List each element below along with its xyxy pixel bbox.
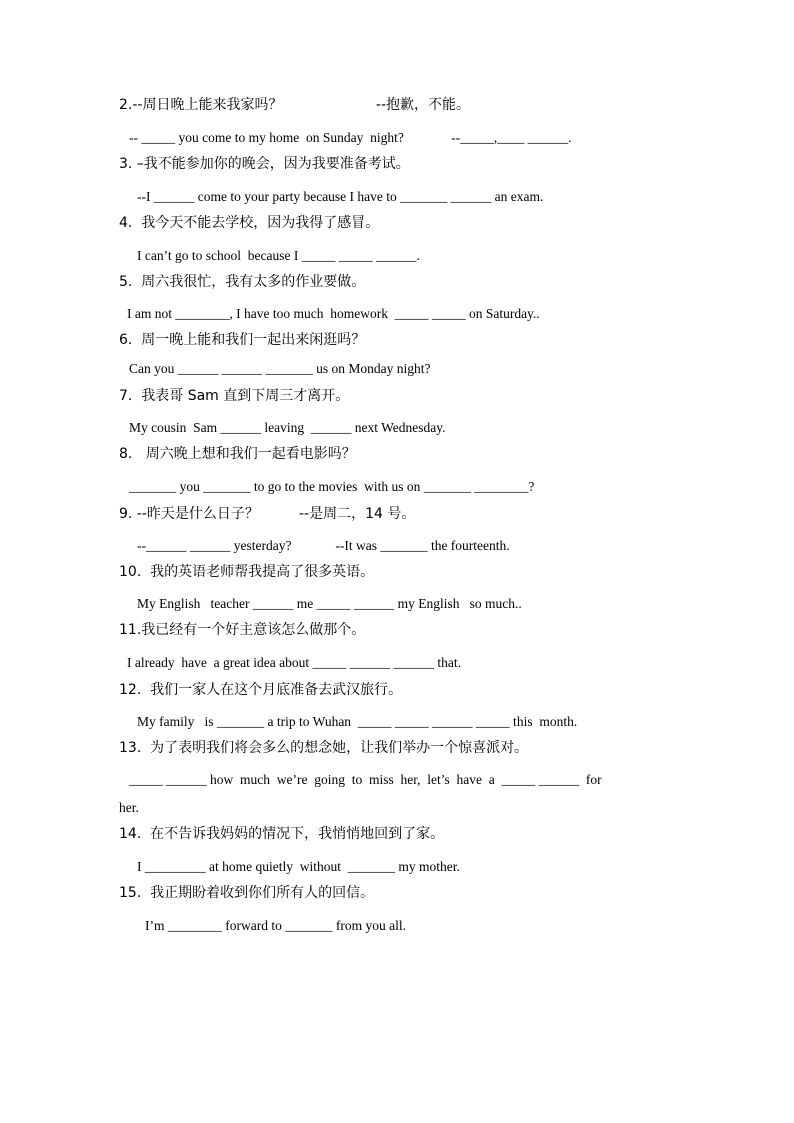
- item-13-english-continued: her.: [119, 800, 139, 815]
- item-3-chinese: 3. –我不能参加你的晚会，因为我要准备考试。: [119, 156, 410, 172]
- item-2-chinese: 2.--周日晚上能来我家吗？ --抱歉，不能。: [119, 97, 471, 113]
- item-7-english: My cousin Sam ______ leaving ______ next Wednesday.: [129, 420, 446, 435]
- item-4-chinese: 4. 我今天不能去学校，因为我得了感冒。: [119, 215, 380, 231]
- item-7-chinese: 7. 我表哥 Sam 直到下周三才离开。: [119, 388, 350, 404]
- item-6-english: Can you ______ ______ _______ us on Monday night?: [129, 361, 431, 376]
- item-9-english: --______ ______ yesterday? --It was _______ the fourteenth.: [137, 538, 510, 553]
- item-8-chinese: 8. 周六晚上想和我们一起看电影吗？: [119, 446, 356, 462]
- item-11-chinese: 11.我已经有一个好主意该怎么做那个。: [119, 622, 366, 638]
- item-14-chinese: 14. 在不告诉我妈妈的情况下，我悄悄地回到了家。: [119, 826, 445, 842]
- item-4-english: I can’t go to school because I _____ _____ ______.: [137, 248, 420, 263]
- item-6-chinese: 6. 周一晚上能和我们一起出来闲逛吗？: [119, 332, 366, 348]
- item-10-chinese: 10. 我的英语老师帮我提高了很多英语。: [119, 564, 375, 580]
- item-15-english: I’m ________ forward to _______ from you all.: [145, 918, 406, 933]
- item-13-chinese: 13. 为了表明我们将会多么的想念她，让我们举办一个惊喜派对。: [119, 740, 529, 756]
- item-12-chinese: 12. 我们一家人在这个月底准备去武汉旅行。: [119, 682, 403, 698]
- item-8-english: _______ you _______ to go to the movies with us on _______ ________?: [129, 479, 535, 494]
- item-3-english: --I ______ come to your party because I have to _______ ______ an exam.: [137, 189, 544, 204]
- item-13-english: _____ ______ how much we’re going to miss her, let’s have a _____ ______ for: [129, 772, 602, 787]
- item-2-english: -- _____ you come to my home on Sunday night? --_____,____ ______.: [129, 130, 572, 145]
- item-5-english: I am not ________, I have too much homework _____ _____ on Saturday..: [127, 306, 540, 321]
- item-10-english: My English teacher ______ me _____ ______ my English so much..: [137, 596, 522, 611]
- item-14-english: I _________ at home quietly without _______ my mother.: [137, 859, 460, 874]
- item-9-chinese: 9. --昨天是什么日子？ --是周二，14 号。: [119, 506, 416, 522]
- item-12-english: My family is _______ a trip to Wuhan _____ _____ ______ _____ this month.: [137, 714, 578, 729]
- item-15-chinese: 15. 我正期盼着收到你们所有人的回信。: [119, 885, 375, 901]
- item-5-chinese: 5. 周六我很忙，我有太多的作业要做。: [119, 274, 366, 290]
- item-11-english: I already have a great idea about _____ ______ ______ that.: [127, 655, 462, 670]
